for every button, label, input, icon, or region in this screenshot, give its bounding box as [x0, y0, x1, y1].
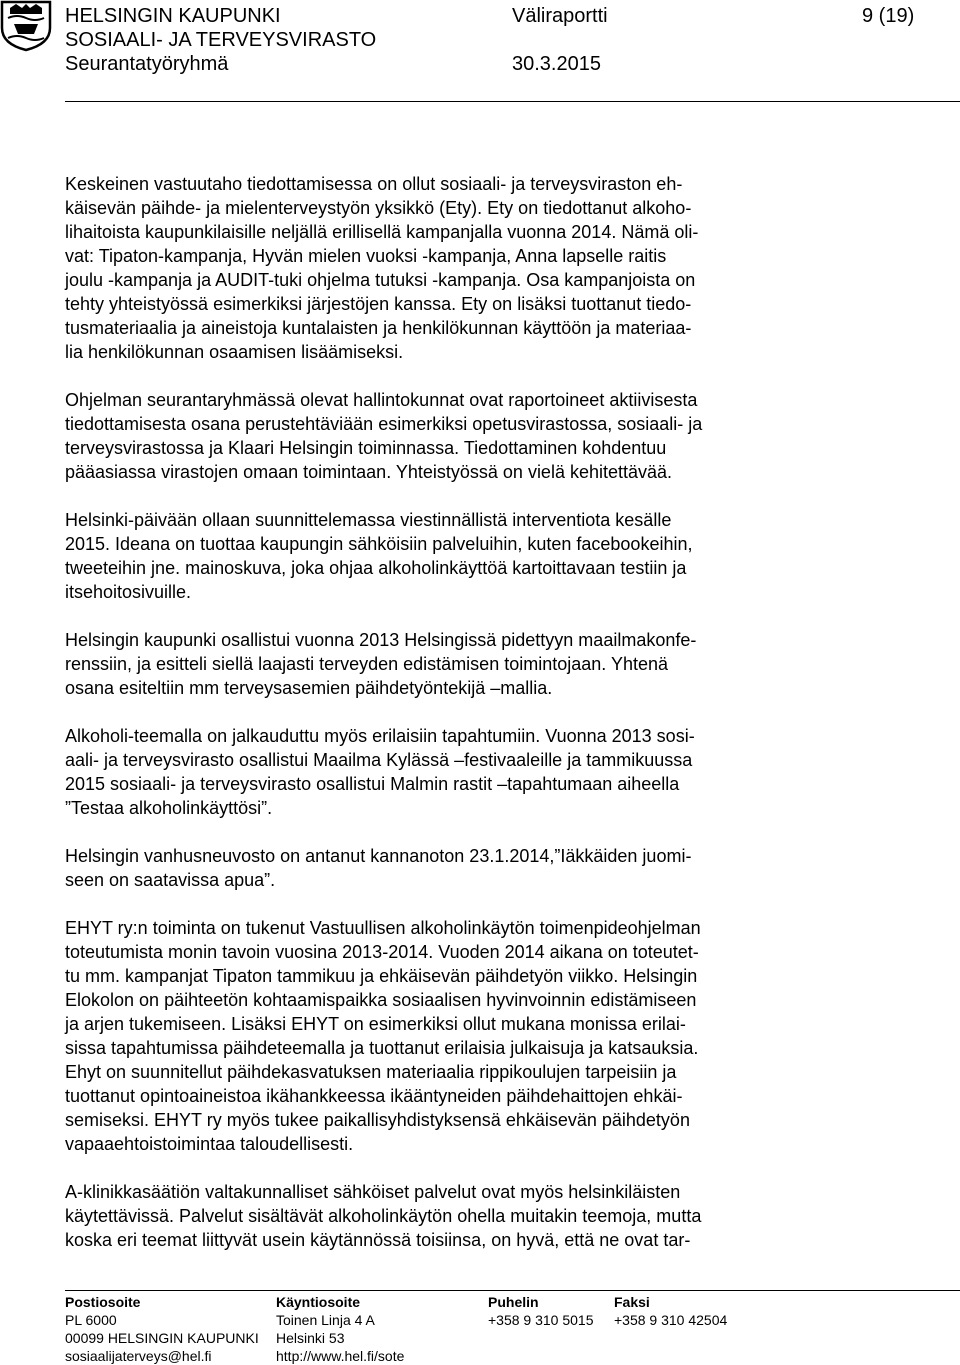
- body-line: aali- ja terveysvirasto osallistui Maailma Kylässä –festivaaleille ja tammikuussa: [65, 750, 693, 770]
- footer-postal-label: Postiosoite: [65, 1294, 141, 1310]
- body-line: Keskeinen vastuutaho tiedottamisessa on ollut sosiaali- ja terveysviraston eh-: [65, 174, 683, 194]
- body-line: käytettävissä. Palvelut sisältävät alkoholinkäytön ohella muitakin teemoja, mutta: [65, 1206, 702, 1226]
- body-line: tusmateriaalia ja aineistoja kuntalaisten ja henkilökunnan käyttöön ja materiaa-: [65, 318, 692, 338]
- body-line: toteutumista monin tavoin vuosina 2013-2014. Vuoden 2014 aikana on toteutet-: [65, 942, 699, 962]
- header-page-number: 9 (19): [862, 5, 915, 27]
- body-paragraph: [65, 388, 925, 484]
- body-line: lihaitoista kaupunkilaisille neljällä erillisellä kampanjalla vuonna 2014. Nämä oli-: [65, 222, 699, 242]
- header-dept: SOSIAALI- JA TERVEYSVIRASTO: [65, 29, 377, 51]
- body-line: tu mm. kampanjat Tipaton tammikuu ja ehkäisevän päihdetyön viikko. Helsingin: [65, 966, 698, 986]
- footer-postal-line: 00099 HELSINGIN KAUPUNKI: [65, 1330, 259, 1346]
- footer-phone-label: Puhelin: [488, 1294, 539, 1310]
- footer-phone: [488, 1293, 594, 1329]
- body-line: vat: Tipaton-kampanja, Hyvän mielen vuoksi -kampanja, Anna lapselle raitis: [65, 246, 667, 266]
- helsinki-coat-of-arms-logo: [0, 0, 52, 52]
- footer-fax-label: Faksi: [614, 1294, 650, 1310]
- footer-visiting-address: [276, 1293, 404, 1365]
- header-group: Seurantatyöryhmä: [65, 53, 229, 75]
- body-line: seen on saatavissa apua”.: [65, 870, 276, 890]
- body-line: EHYT ry:n toiminta on tukenut Vastuullisen alkoholinkäytön toimenpideohjelman: [65, 918, 701, 938]
- footer-fax-number: +358 9 310 42504: [614, 1312, 728, 1328]
- footer-website: http://www.hel.fi/sote: [276, 1348, 405, 1364]
- body-line: vapaaehtoistoimintaa taloudellisesti.: [65, 1134, 354, 1154]
- body-paragraph: [65, 1180, 925, 1252]
- body-line: lia henkilökunnan osaamisen lisäämiseksi.: [65, 342, 404, 362]
- body-line: A-klinikkasäätiön valtakunnalliset sähköiset palvelut ovat myös helsinkiläisten: [65, 1182, 681, 1202]
- body-line: 2015 sosiaali- ja terveysvirasto osallistui Malmin rastit –tapahtumaan aiheella: [65, 774, 680, 794]
- footer-visit-label: Käyntiosoite: [276, 1294, 361, 1310]
- document-body: [65, 172, 925, 1276]
- body-line: tehty yhteistyössä esimerkiksi järjestöjen kanssa. Ety on lisäksi tuottanut tiedo-: [65, 294, 692, 314]
- body-line: 2015. Ideana on tuottaa kaupungin sähköisiin palveluihin, kuten facebookeihin,: [65, 534, 693, 554]
- body-line: Ohjelman seurantaryhmässä olevat hallintokunnat ovat raportoineet aktiivisesta: [65, 390, 698, 410]
- body-line: renssiin, ja esitteli siellä laajasti terveyden edistämisen toimintojaan. Yhtenä: [65, 654, 668, 674]
- body-paragraph: [65, 508, 925, 604]
- footer-postal-line: PL 6000: [65, 1312, 117, 1328]
- footer-phone-number: +358 9 310 5015: [488, 1312, 594, 1328]
- body-line: itsehoitosivuille.: [65, 582, 192, 602]
- body-line: tweeteihin jne. mainoskuva, joka ohjaa alkoholinkäyttöä kartoittavaan testiin ja: [65, 558, 687, 578]
- body-line: semiseksi. EHYT ry myös tukee paikallisyhdistyksensä ehkäisevän päihdetyön: [65, 1110, 690, 1130]
- body-line: Alkoholi-teemalla on jalkauduttu myös erilaisiin tapahtumiin. Vuonna 2013 sosi-: [65, 726, 695, 746]
- footer-visit-line: Helsinki 53: [276, 1330, 345, 1346]
- body-line: joulu -kampanja ja AUDIT-tuki ohjelma tutuksi -kampanja. Osa kampanjoista on: [65, 270, 696, 290]
- footer-visit-line: Toinen Linja 4 A: [276, 1312, 375, 1328]
- body-paragraph: [65, 172, 925, 364]
- body-line: Ehyt on suunnitellut päihdekasvatuksen materiaalia rippikoulujen tarpeisiin ja: [65, 1062, 677, 1082]
- footer-fax: [614, 1293, 727, 1329]
- body-line: terveysvirastossa ja Klaari Helsingin toiminnassa. Tiedottaminen kohdentuu: [65, 438, 667, 458]
- body-line: ”Testaa alkoholinkäyttösi”.: [65, 798, 273, 818]
- body-paragraph: [65, 916, 925, 1156]
- body-line: Helsingin vanhusneuvosto on antanut kannanoton 23.1.2014,”Iäkkäiden juomi-: [65, 846, 692, 866]
- footer-divider: [65, 1290, 960, 1291]
- body-line: käisevän päihde- ja mielenterveystyön yksikkö (Ety). Ety on tiedottanut alkoho-: [65, 198, 692, 218]
- body-line: tiedottamisesta osana perustehtäviään esimerkiksi opetusvirastossa, sosiaali- ja: [65, 414, 703, 434]
- body-line: pääasiassa virastojen omaan toimintaan. Yhteistyössä on vielä kehitettävää.: [65, 462, 673, 482]
- body-line: Helsinki-päivään ollaan suunnittelemassa viestinnällistä interventiota kesälle: [65, 510, 672, 530]
- header-date: 30.3.2015: [512, 53, 601, 75]
- body-line: sissa tapahtumissa päihdeteemalla ja tuottanut erilaisia julkaisuja ja katsauksia.: [65, 1038, 699, 1058]
- body-line: ja arjen tukemiseen. Lisäksi EHYT on esimerkiksi ollut mukana monissa erilai-: [65, 1014, 686, 1034]
- body-line: tuottanut opintoaineistoa ikähankkeessa ikääntyneiden päihdehaittojen ehkäi-: [65, 1086, 683, 1106]
- body-line: koska eri teemat liittyvät usein käytännössä toisiinsa, on hyvä, että ne ovat tar-: [65, 1230, 691, 1250]
- footer-email: sosiaalijaterveys@hel.fi: [65, 1348, 212, 1364]
- body-line: Elokolon on päihteetön kohtaamispaikka sosiaalisen hyvinvoinnin edistämiseen: [65, 990, 697, 1010]
- header-org: HELSINGIN KAUPUNKI: [65, 5, 281, 27]
- header-doctype: Väliraportti: [512, 5, 608, 27]
- body-paragraph: [65, 844, 925, 892]
- body-line: osana esiteltiin mm terveysasemien päihdetyöntekijä –mallia.: [65, 678, 553, 698]
- footer-postal-address: [65, 1293, 259, 1365]
- header-divider: [65, 101, 960, 102]
- body-line: Helsingin kaupunki osallistui vuonna 2013 Helsingissä pidettyyn maailmakonfe-: [65, 630, 697, 650]
- body-paragraph: [65, 628, 925, 700]
- body-paragraph: [65, 724, 925, 820]
